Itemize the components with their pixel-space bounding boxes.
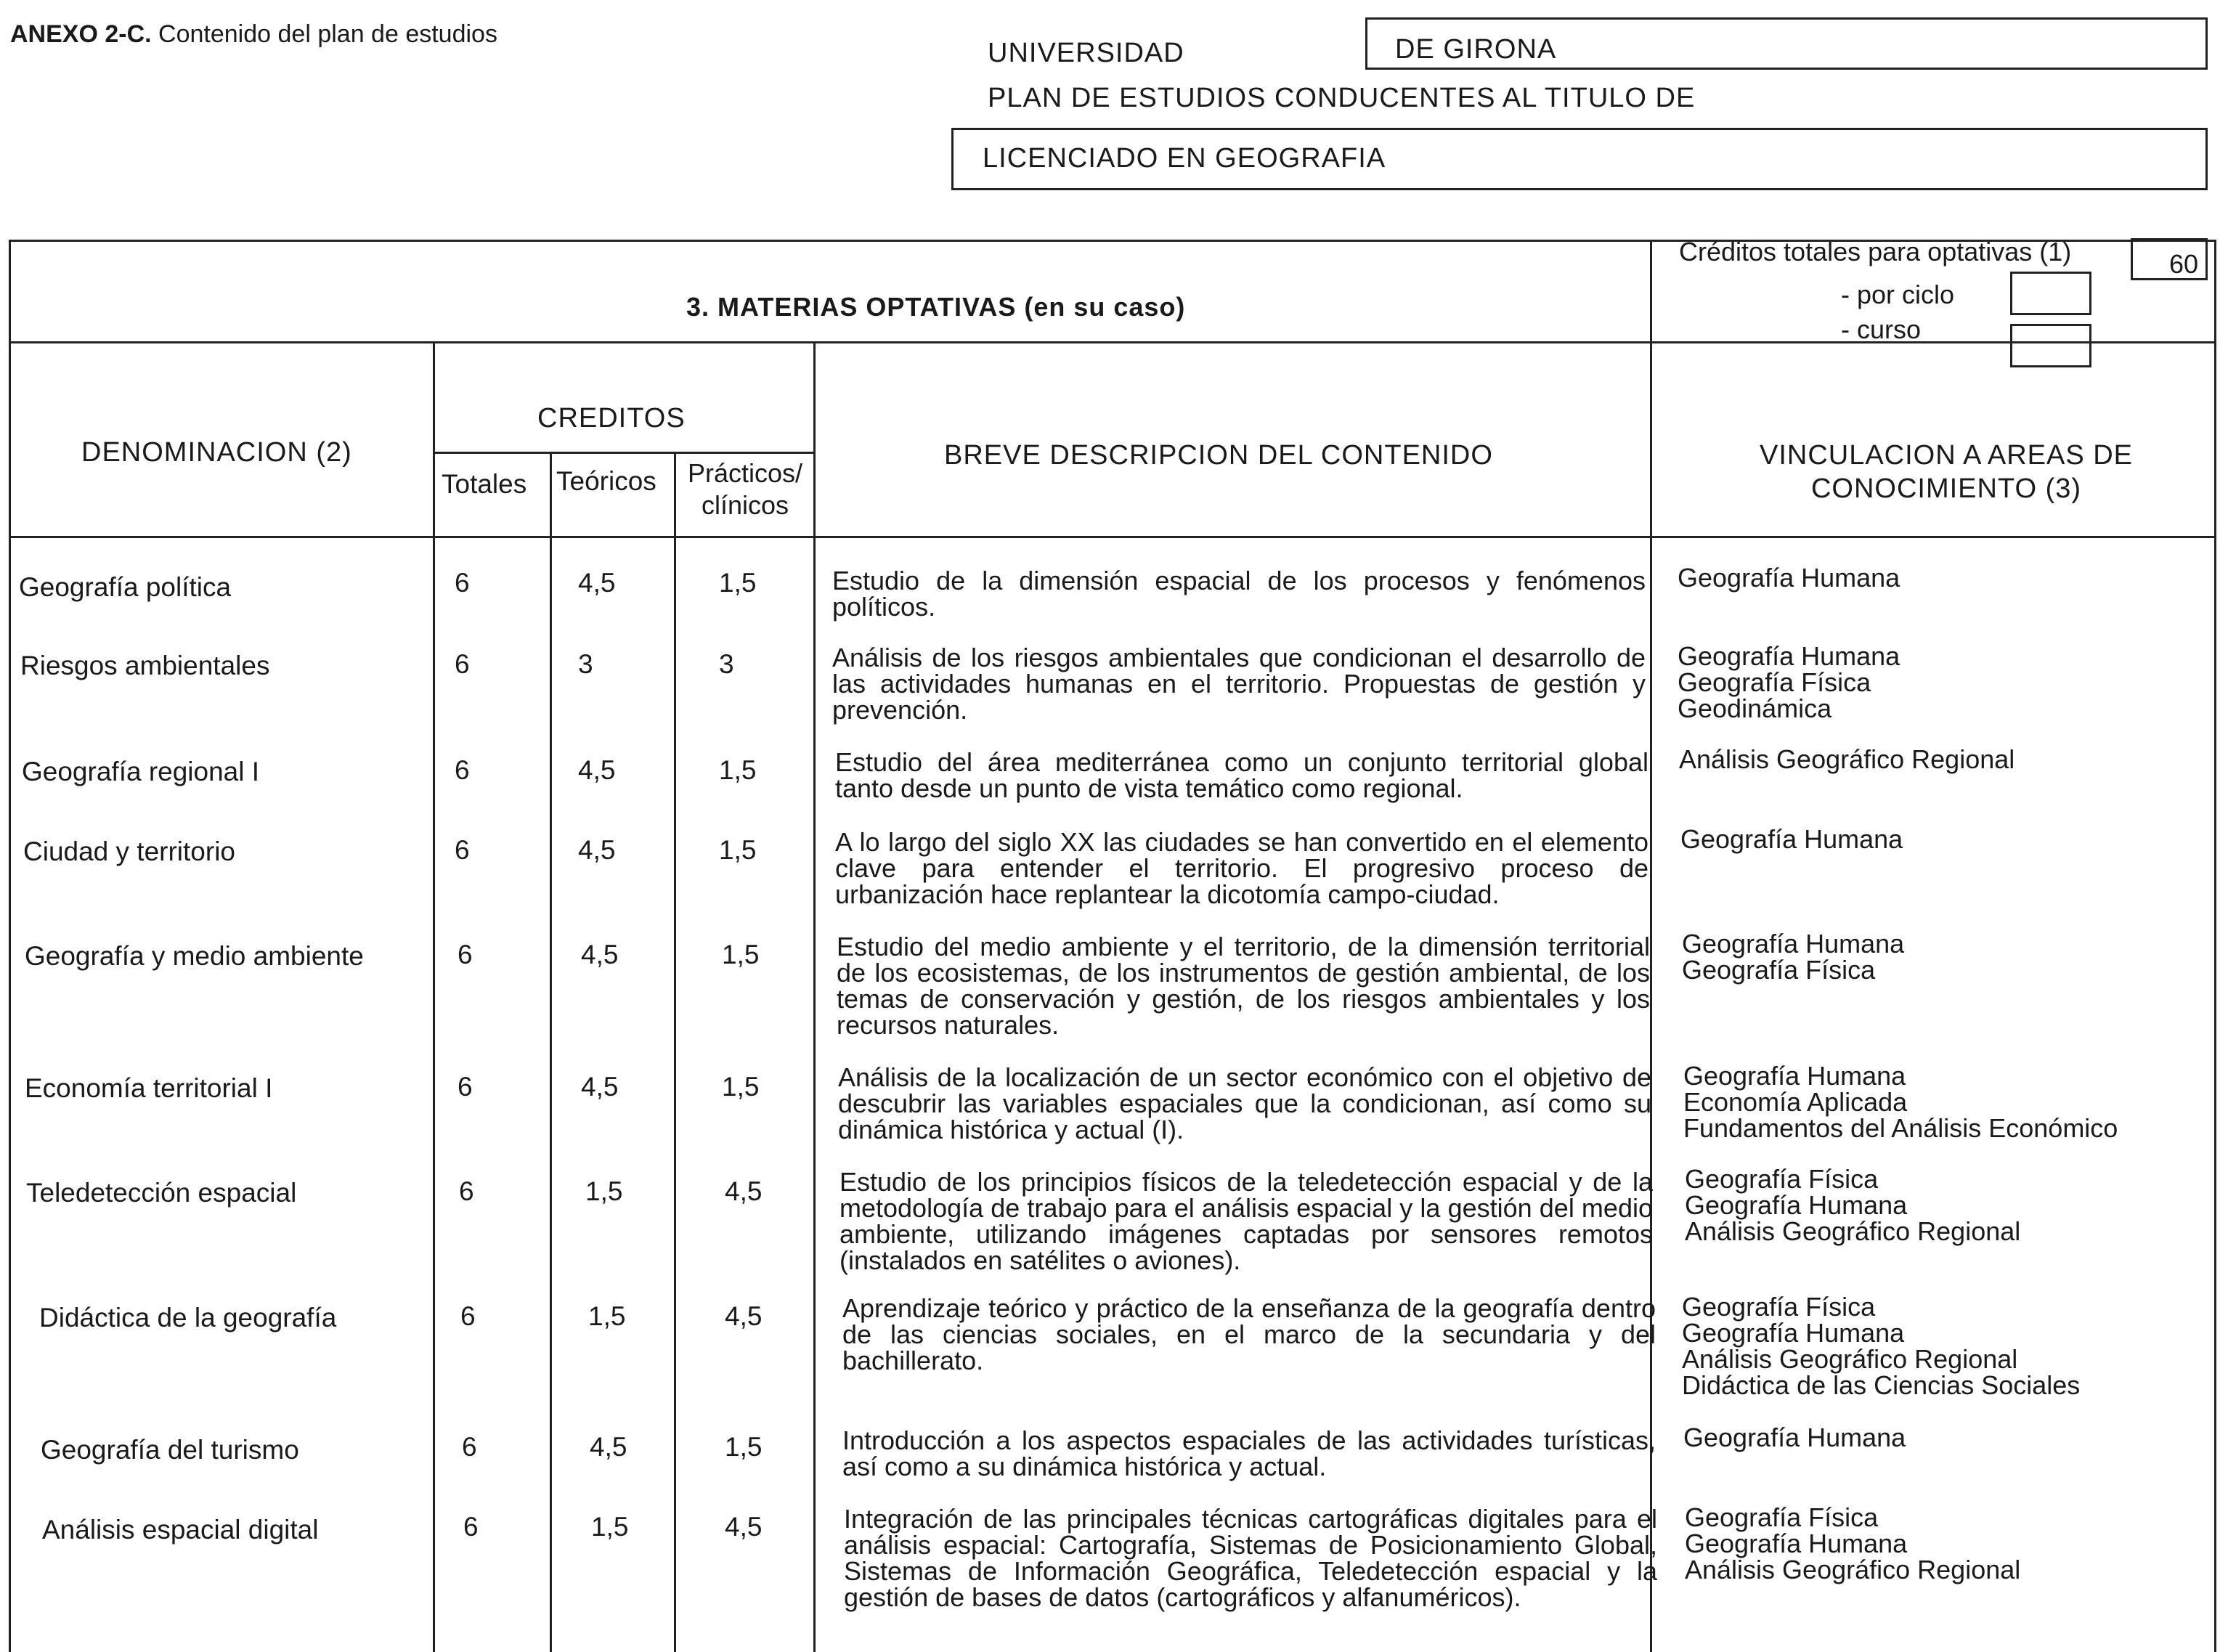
section-title: 3. MATERIAS OPTATIVAS (en su caso) <box>686 292 1186 322</box>
area-item: Geografía Humana <box>1682 929 1905 959</box>
row-practicos: 1,5 <box>722 940 760 969</box>
curso-label: - curso <box>1841 314 1922 344</box>
row-areas <box>1682 1294 2080 1399</box>
row-totales: 6 <box>455 835 470 865</box>
divider <box>9 536 2216 538</box>
row-desc: Estudio de los principios físicos de la teledetección espacial y de la metodología de trabajo para el análisis espacial y la gestión del medio ambiente, utilizando imágenes captadas por sensores remotos (instalados en satélites o aviones). <box>839 1167 1653 1275</box>
area-item: Geografía Física <box>1678 667 1871 697</box>
row-name: Geografía y medio ambiente <box>25 941 364 971</box>
annex-title <box>10 20 497 49</box>
credits-total-label: Créditos totales para optativas (1) <box>1679 237 2072 266</box>
row-areas <box>1683 1063 2118 1142</box>
row-name: Geografía regional I <box>22 757 260 786</box>
row-name: Análisis espacial digital <box>42 1515 319 1545</box>
area-item: Geografía Física <box>1685 1502 1879 1532</box>
row-teoricos: 3 <box>578 649 593 679</box>
row-name: Ciudad y territorio <box>23 837 236 866</box>
annex-label: ANEXO 2-C. <box>10 20 152 48</box>
area-item: Geografía Humana <box>1682 1318 1905 1348</box>
curso-box <box>2010 324 2091 367</box>
row-teoricos: 4,5 <box>578 835 616 865</box>
credits-total-value: 60 <box>2131 238 2208 280</box>
row-totales: 6 <box>460 1301 476 1331</box>
annex-text: Contenido del plan de estudios <box>158 20 497 48</box>
area-item: Geografía Física <box>1682 955 1876 985</box>
row-areas <box>1678 643 1900 722</box>
row-practicos: 1,5 <box>725 1432 763 1462</box>
area-item: Análisis Geográfico Regional <box>1685 1216 2021 1246</box>
row-teoricos: 4,5 <box>581 940 619 969</box>
row-areas <box>1685 1166 2020 1245</box>
row-desc: Integración de las principales técnicas cartográficas digitales para el análisis espacial: Cartografía, Sistemas de Posicionamiento Global, Sistemas de Información Geográfica, Teledetección espacial y la gestión de bases de datos (cartográficos y alfanuméricos). <box>844 1504 1657 1612</box>
row-practicos: 1,5 <box>719 568 757 598</box>
row-areas <box>1678 565 1900 591</box>
row-name: Teledetección espacial <box>26 1178 297 1208</box>
area-item: Análisis Geográfico Regional <box>1685 1555 2021 1584</box>
row-areas <box>1679 746 2014 773</box>
row-teoricos: 4,5 <box>581 1072 619 1102</box>
row-name: Didáctica de la geografía <box>39 1303 337 1332</box>
row-practicos: 4,5 <box>725 1176 763 1206</box>
area-item: Geografía Física <box>1685 1164 1879 1194</box>
row-totales: 6 <box>455 649 470 679</box>
row-teoricos: 1,5 <box>588 1301 626 1331</box>
row-practicos: 1,5 <box>719 755 757 785</box>
row-teoricos: 1,5 <box>585 1176 623 1206</box>
university-label: UNIVERSIDAD <box>988 38 1184 68</box>
row-name: Geografía del turismo <box>41 1435 299 1465</box>
row-name: Riesgos ambientales <box>20 651 270 680</box>
degree-box: LICENCIADO EN GEOGRAFIA <box>951 128 2208 190</box>
row-desc: Análisis de la localización de un sector económico con el objetivo de descubrir las variables espaciales que la condicionan, así como su dinámica histórica y actual (I). <box>838 1062 1651 1144</box>
row-areas <box>1680 826 1903 853</box>
row-desc: Estudio del medio ambiente y el territorio, de la dimensión territorial de los ecosistemas, de los instrumentos de gestión ambiental, de los temas de conservación y gestión, de los riesgos ambientales y los recursos naturales. <box>837 932 1650 1040</box>
col-header-vinculacion <box>1670 439 2222 505</box>
col-header-practicos <box>681 457 809 521</box>
col-header-vinculacion-line1: VINCULACION A AREAS DE <box>1759 440 2134 471</box>
row-desc: Estudio del área mediterránea como un conjunto territorial global tanto desde un punto de vista temático como regional. <box>835 747 1648 803</box>
plan-label: PLAN DE ESTUDIOS CONDUCENTES AL TITULO DE <box>988 83 1696 113</box>
area-item: Geodinámica <box>1678 693 1832 723</box>
area-item: Geografía Física <box>1682 1292 1876 1322</box>
row-teoricos: 4,5 <box>590 1432 627 1462</box>
row-areas <box>1685 1502 2021 1584</box>
row-practicos: 3 <box>719 649 734 679</box>
area-item: Geografía Humana <box>1683 1423 1906 1452</box>
area-item: Fundamentos del Análisis Económico <box>1683 1113 2118 1143</box>
row-totales: 6 <box>462 1432 477 1462</box>
row-practicos: 4,5 <box>725 1301 763 1331</box>
area-item: Geografía Humana <box>1683 1061 1906 1091</box>
por-ciclo-box <box>2010 272 2091 315</box>
row-practicos: 1,5 <box>722 1072 760 1102</box>
row-teoricos: 1,5 <box>591 1512 629 1542</box>
row-totales: 6 <box>458 1072 473 1102</box>
divider <box>674 452 676 1652</box>
row-desc: Análisis de los riesgos ambientales que condicionan el desarrollo de las actividades humanas en el territorio. Propuestas de gestión y prevención. <box>832 643 1646 725</box>
row-totales: 6 <box>458 940 473 969</box>
row-desc: Aprendizaje teórico y práctico de la enseñanza de la geografía dentro de las ciencias sociales, en el marco de la secundaria y del bachillerato. <box>842 1293 1656 1375</box>
university-name-box: DE GIRONA <box>1365 17 2208 70</box>
row-name: Economía territorial I <box>25 1073 273 1103</box>
divider <box>433 452 813 454</box>
row-practicos: 4,5 <box>725 1512 763 1542</box>
area-item: Análisis Geográfico Regional <box>1682 1344 2018 1374</box>
area-item: Geografía Humana <box>1685 1529 1908 1558</box>
area-item: Didáctica de las Ciencias Sociales <box>1682 1370 2081 1400</box>
divider <box>550 452 552 1652</box>
row-desc: Introducción a los aspectos espaciales de las actividades turísticas, así como a su dinámica histórica y actual. <box>842 1425 1656 1481</box>
col-header-denominacion: DENOMINACION (2) <box>81 437 352 468</box>
col-header-teoricos: Teóricos <box>556 466 656 496</box>
row-practicos: 1,5 <box>719 835 757 865</box>
area-item: Geografía Humana <box>1678 641 1900 671</box>
row-teoricos: 4,5 <box>578 568 616 598</box>
row-desc: A lo largo del siglo XX las ciudades se han convertido en el elemento clave para entender el territorio. El progresivo proceso de urbanización hace replantear la dicotomía campo-ciudad. <box>835 827 1648 909</box>
area-item: Geografía Humana <box>1680 824 1903 854</box>
row-totales: 6 <box>463 1512 479 1542</box>
area-item: Análisis Geográfico Regional <box>1679 744 2015 774</box>
area-item: Geografía Humana <box>1685 1190 1908 1220</box>
row-areas <box>1683 1425 1906 1451</box>
col-header-practicos-line1: Prácticos/ <box>687 458 803 488</box>
row-totales: 6 <box>455 568 470 598</box>
row-totales: 6 <box>459 1176 474 1206</box>
col-header-vinculacion-line2: CONOCIMIENTO (3) <box>1810 473 2082 504</box>
col-header-creditos: CREDITOS <box>537 403 686 434</box>
area-item: Geografía Humana <box>1678 563 1900 593</box>
row-totales: 6 <box>455 755 470 785</box>
col-header-totales: Totales <box>442 469 527 499</box>
col-header-breve: BREVE DESCRIPCION DEL CONTENIDO <box>944 440 1493 471</box>
col-header-practicos-line2: clínicos <box>701 490 789 520</box>
por-ciclo-label: - por ciclo <box>1841 280 1955 309</box>
row-areas <box>1682 931 1904 983</box>
row-teoricos: 4,5 <box>578 755 616 785</box>
area-item: Economía Aplicada <box>1683 1087 1908 1117</box>
row-desc: Estudio de la dimensión espacial de los procesos y fenómenos políticos. <box>832 566 1646 622</box>
row-name: Geografía política <box>19 572 232 602</box>
